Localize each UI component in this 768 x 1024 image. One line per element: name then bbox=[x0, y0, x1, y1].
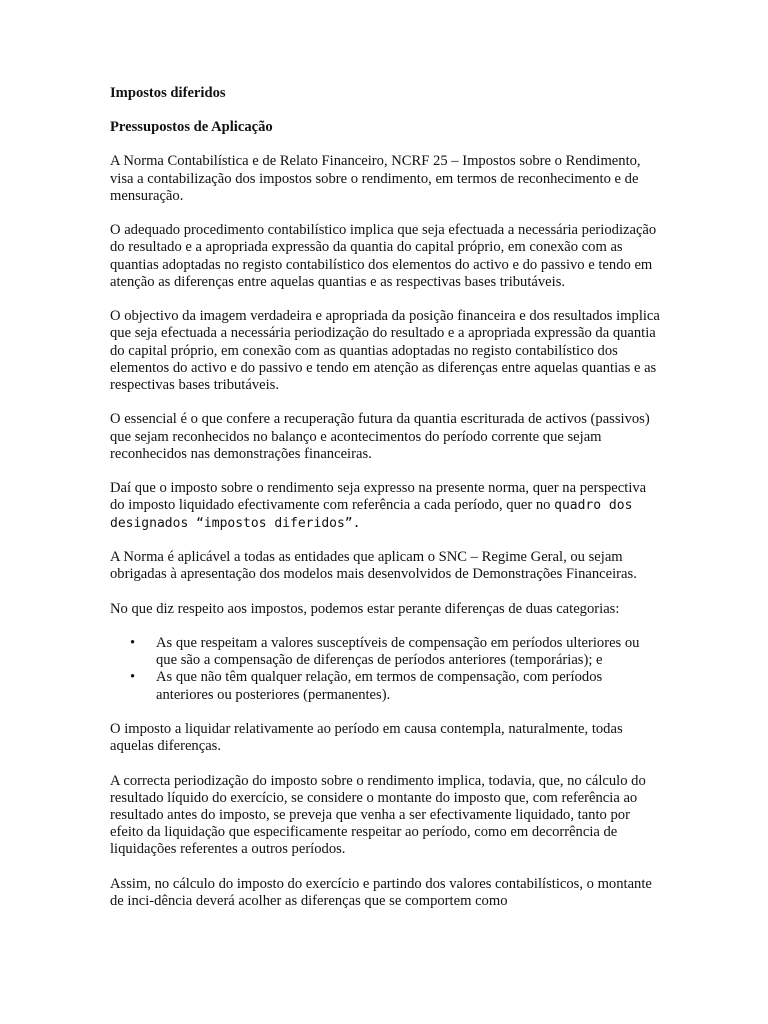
paragraph-3: O objectivo da imagem verdadeira e apropriada da posição financeira e dos resultados implica que seja efectuada a necessária periodização do resultado e a apropriada expressão da quantia do capital próprio, em conexão com as quantias adoptadas no registo contabilístico dos elementos do activo e do passivo e tendo em atenção as diferenças entre aquelas quantias e as respectivas bases tributáveis. bbox=[110, 308, 660, 394]
paragraph-2: O adequado procedimento contabilístico implica que seja efectuada a necessária periodização do resultado e a apropriada expressão da quantia do capital próprio, em conexão com as quantias adoptadas no registo contabilístico dos elementos do activo e do passivo e tendo em atenção as diferenças entre aquelas quantias e as respectivas bases tributáveis. bbox=[110, 222, 657, 290]
paragraph-5-text: Daí que o imposto sobre o rendimento seja expresso na presente norma, quer na perspectiva do imposto liquidado efectivamente com referência a cada período, quer no bbox=[110, 480, 647, 514]
bullet-item-2 bbox=[110, 669, 660, 703]
bullet-list bbox=[110, 635, 660, 704]
paragraph-7: No que diz respeito aos impostos, podemos estar perante diferenças de duas categorias: bbox=[110, 600, 620, 617]
paragraph-8: O imposto a liquidar relativamente ao período em causa contempla, naturalmente, todas aquelas diferenças. bbox=[110, 720, 623, 755]
paragraph-10: Assim, no cálculo do imposto do exercício e partindo dos valores contabilísticos, o montante de inci-dência deverá acolher as diferenças que se comportem como bbox=[110, 875, 652, 909]
paragraph-5-tail: quadro dos designados “impostos diferidos”. bbox=[110, 498, 633, 531]
paragraph-4: O essencial é o que confere a recuperação futura da quantia escriturada de activos (passivos) que sejam reconhecidos no balanço e acontecimentos do período corrente que sejam reconhecidos nas demonstrações financeiras. bbox=[110, 411, 650, 462]
document-page bbox=[110, 85, 660, 927]
paragraph-6: A Norma é aplicável a todas as entidades que aplicam o SNC – Regime Geral, ou sejam obrigadas à apresentação dos modelos mais desenvolvidos de Demonstrações Financeiras. bbox=[110, 549, 637, 583]
document-title: Impostos diferidos bbox=[110, 85, 226, 101]
bullet-item-1-text: As que respeitam a valores susceptíveis de compensação em períodos ulteriores ou que são a compensação de diferenças de períodos anteriores (temporárias); e bbox=[156, 634, 640, 669]
bullet-icon: • bbox=[130, 634, 136, 651]
bullet-icon: • bbox=[130, 669, 136, 686]
paragraph-5 bbox=[110, 480, 660, 532]
section-heading: Pressupostos de Aplicação bbox=[110, 119, 273, 136]
bullet-item-1 bbox=[110, 635, 660, 669]
bullet-item-2-text: As que não têm qualquer relação, em termos de compensação, com períodos anteriores ou posteriores (permanentes). bbox=[156, 669, 603, 703]
paragraph-1: A Norma Contabilística e de Relato Financeiro, NCRF 25 – Impostos sobre o Rendimento, visa a contabilização dos impostos sobre o rendimento, em termos de reconhecimento e de mensuração. bbox=[110, 153, 641, 204]
paragraph-9: A correcta periodização do imposto sobre o rendimento implica, todavia, que, no cálculo do resultado líquido do exercício, se considere o montante do imposto que, com referência ao resultado antes do imposto, se preveja que venha a ser efectivamente liquidado, tanto por efeito da liquidação que especificamente respeitar ao período, como em decorrência de liquidações referentes a outros períodos. bbox=[110, 772, 646, 858]
